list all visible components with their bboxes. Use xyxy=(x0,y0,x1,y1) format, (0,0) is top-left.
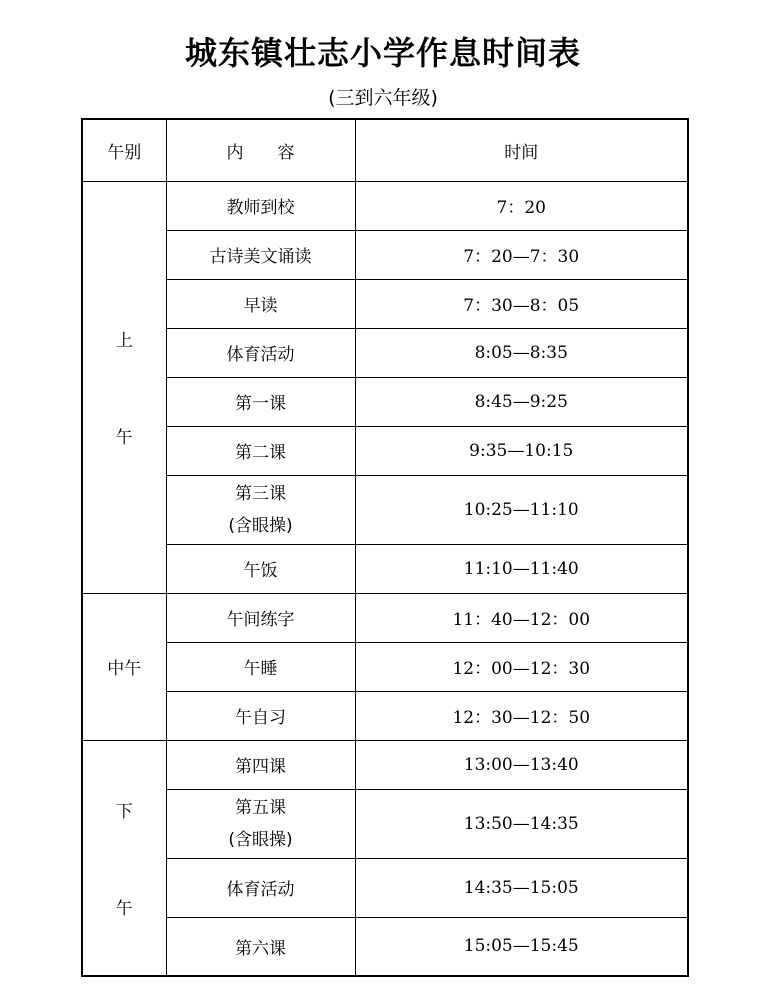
row-time: 11:10—11:40 xyxy=(355,544,688,593)
table-row xyxy=(82,789,688,858)
period-morning: 上 午 xyxy=(82,181,166,593)
row-content: 第五课 (含眼操) xyxy=(166,789,355,858)
table-row xyxy=(82,917,688,976)
row-time: 12：30—12：50 xyxy=(355,691,688,740)
table-row xyxy=(82,377,688,426)
table-row xyxy=(82,858,688,917)
table-row xyxy=(82,642,688,691)
row-content: 第二课 xyxy=(166,426,355,475)
row-time: 10:25—11:10 xyxy=(355,475,688,544)
row-content: 体育活动 xyxy=(166,858,355,917)
table-row xyxy=(82,544,688,593)
row-time: 7：20 xyxy=(355,181,688,230)
row-content: 第三课 (含眼操) xyxy=(166,475,355,544)
row-content: 午自习 xyxy=(166,691,355,740)
row-time: 13:00—13:40 xyxy=(355,740,688,789)
row-content: 午饭 xyxy=(166,544,355,593)
row-content: 午间练字 xyxy=(166,593,355,642)
row-content: 体育活动 xyxy=(166,328,355,377)
table-row xyxy=(82,279,688,328)
table-row xyxy=(82,740,688,789)
table-row xyxy=(82,475,688,544)
row-content: 古诗美文诵读 xyxy=(166,230,355,279)
row-time: 8:05—8:35 xyxy=(355,328,688,377)
header-period: 午别 xyxy=(82,119,166,181)
row-time: 7：20—7：30 xyxy=(355,230,688,279)
row-content: 教师到校 xyxy=(166,181,355,230)
row-content: 早读 xyxy=(166,279,355,328)
table-row xyxy=(82,426,688,475)
table-row xyxy=(82,593,688,642)
row-content: 午睡 xyxy=(166,642,355,691)
row-time: 8:45—9:25 xyxy=(355,377,688,426)
header-row xyxy=(82,119,688,181)
header-time: 时间 xyxy=(355,119,688,181)
period-afternoon: 下 午 xyxy=(82,740,166,976)
schedule-table xyxy=(81,118,689,977)
row-time: 14:35—15:05 xyxy=(355,858,688,917)
table-row xyxy=(82,328,688,377)
row-time: 12：00—12：30 xyxy=(355,642,688,691)
row-content: 第六课 xyxy=(166,917,355,976)
row-time: 13:50—14:35 xyxy=(355,789,688,858)
table-row xyxy=(82,181,688,230)
row-content: 第一课 xyxy=(166,377,355,426)
page-subtitle: (三到六年级) xyxy=(328,87,438,109)
table-row xyxy=(82,691,688,740)
page-title: 城东镇壮志小学作息时间表 xyxy=(184,34,581,72)
row-time: 7：30—8：05 xyxy=(355,279,688,328)
period-noon: 中午 xyxy=(82,593,166,740)
table-row xyxy=(82,230,688,279)
row-content: 第四课 xyxy=(166,740,355,789)
header-content: 内 容 xyxy=(166,119,355,181)
row-time: 9:35—10:15 xyxy=(355,426,688,475)
row-time: 15:05—15:45 xyxy=(355,917,688,976)
row-time: 11：40—12：00 xyxy=(355,593,688,642)
